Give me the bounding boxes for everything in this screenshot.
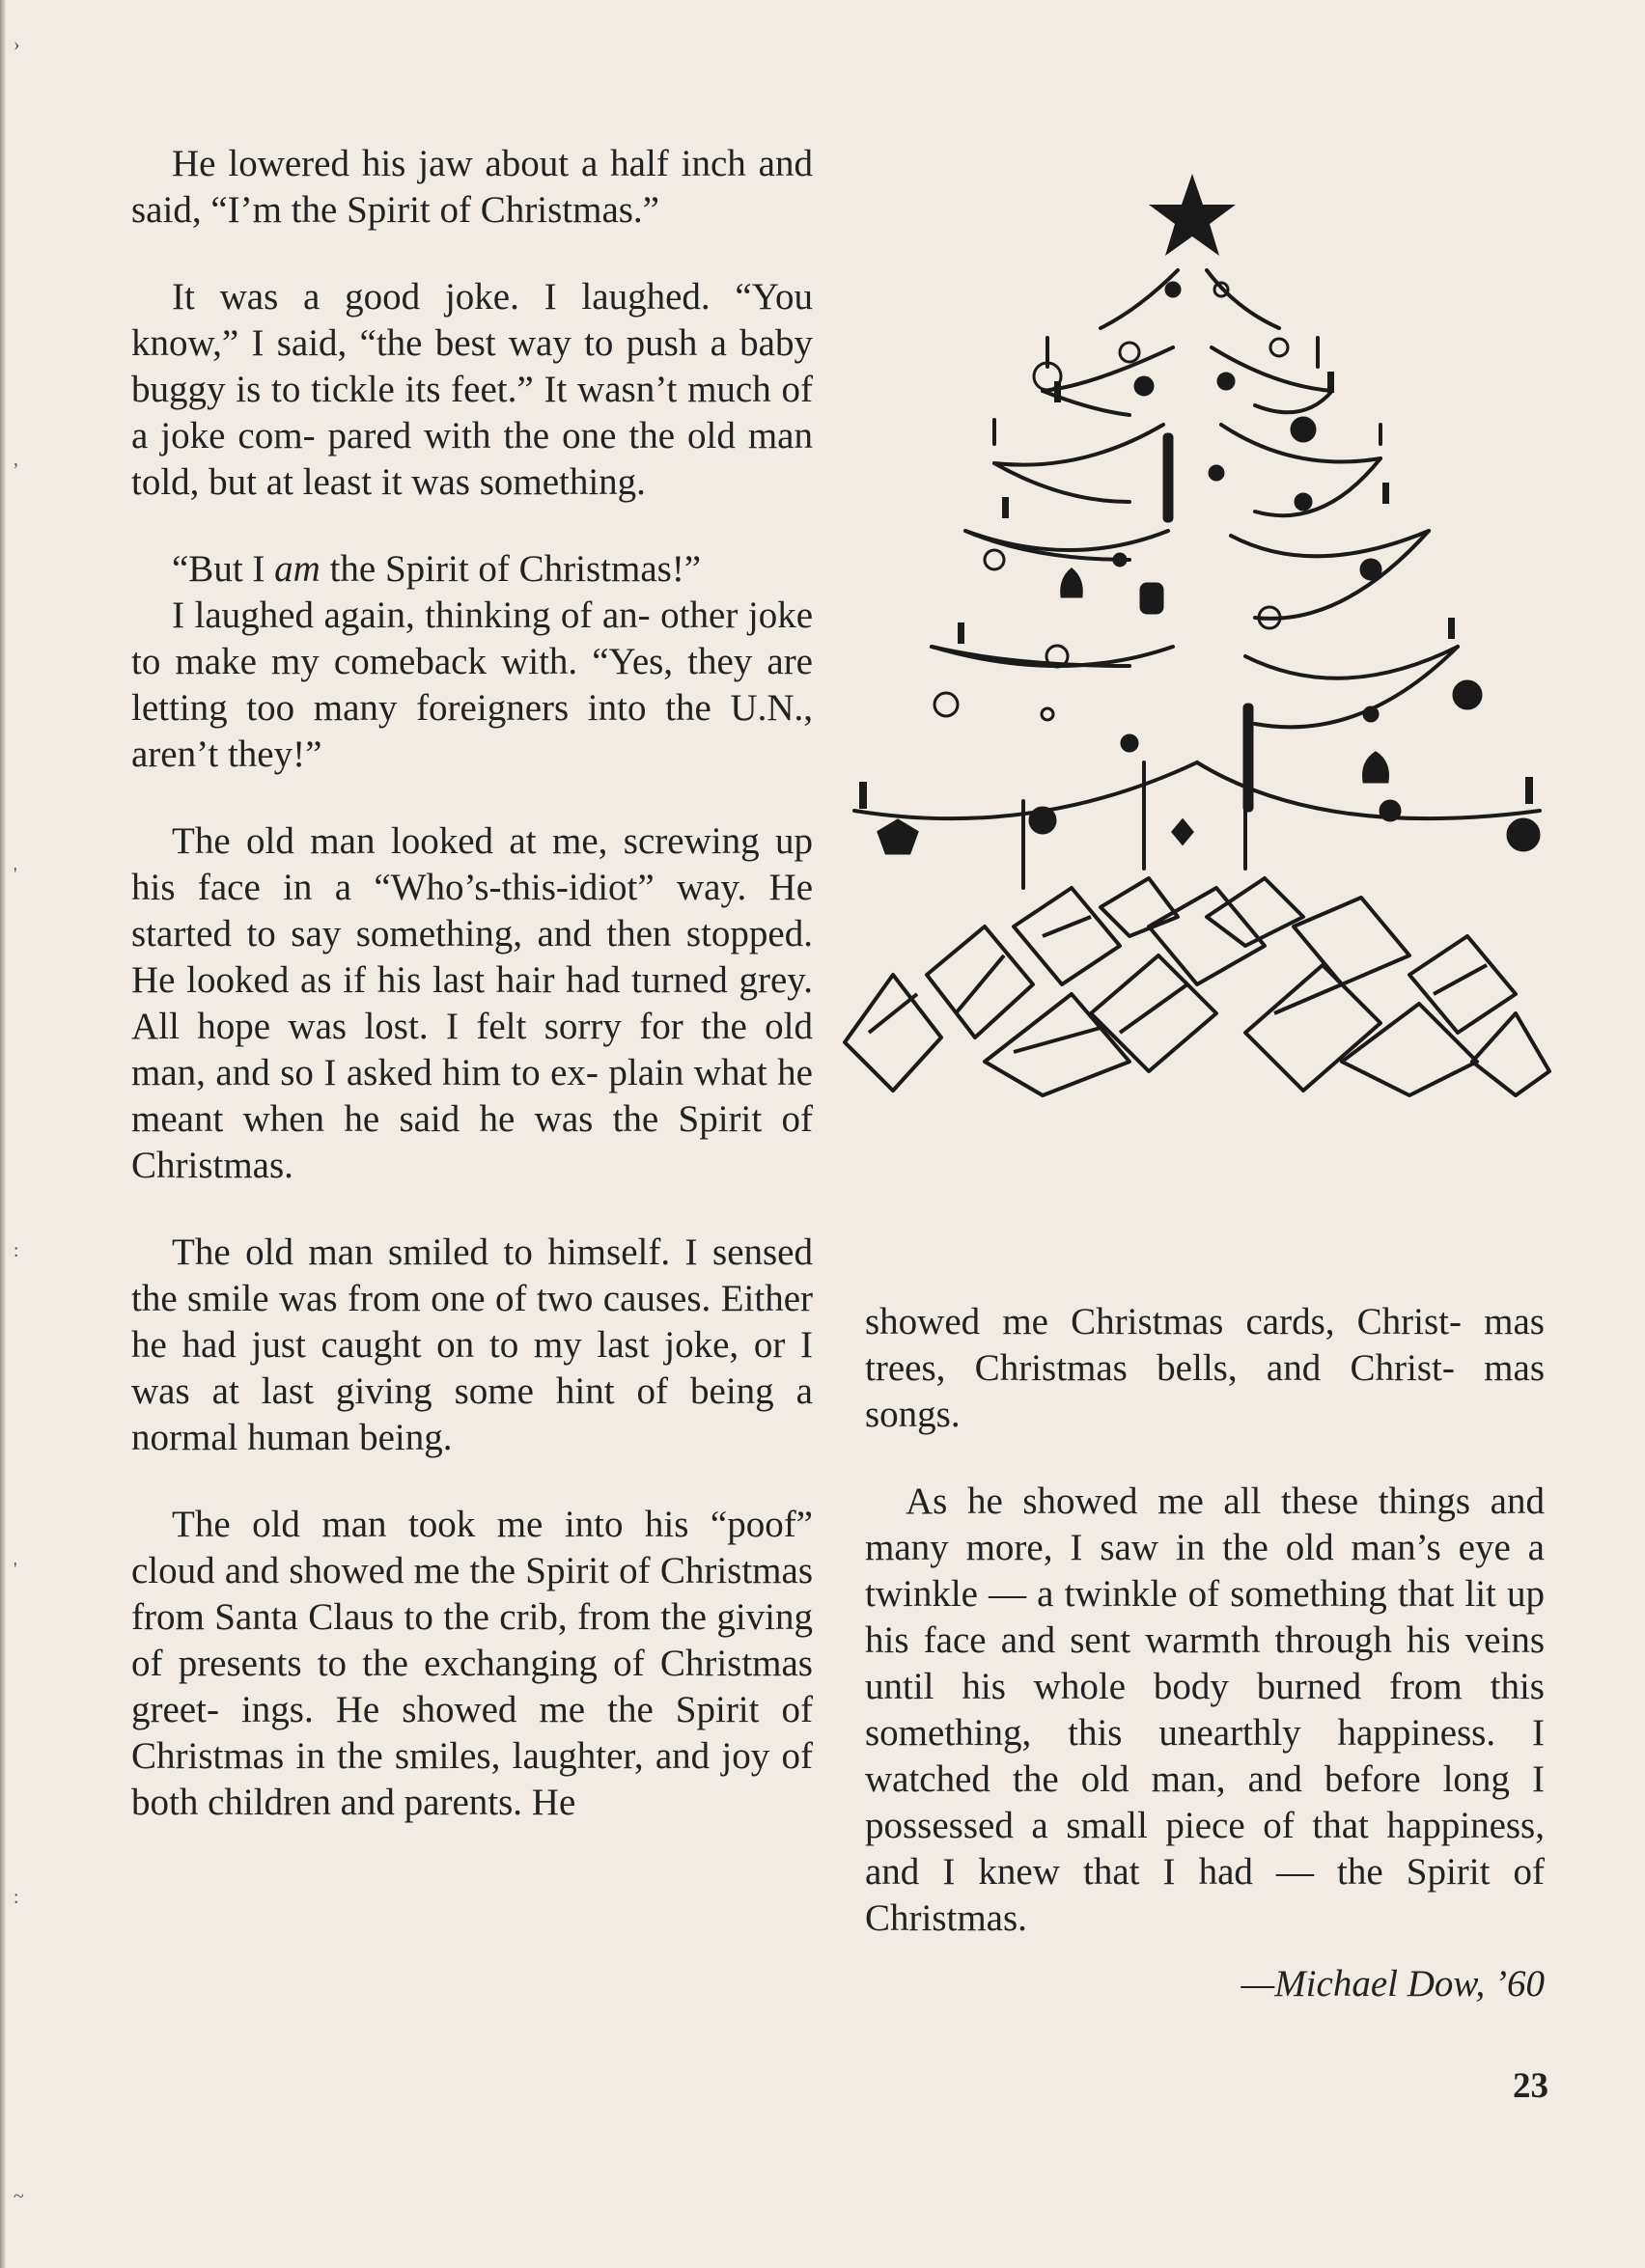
christmas-tree-illustration xyxy=(840,164,1554,1100)
left-column xyxy=(131,141,813,1867)
binding-mark: : xyxy=(14,1240,19,1261)
paragraph: I laughed again, thinking of an- other joke to make my comeback with. “Yes, they are letting too many foreigners into the U.N., aren’t they!” xyxy=(131,595,813,775)
paragraph: The old man took me into his “poof” cloud and showed me the Spirit of Christmas from Santa Claus to the crib, from the giving of presents to the exchanging of Christmas greet- ings. He showed me the Spirit of Christmas in the smiles, laughter, and joy of both children and parents. He xyxy=(131,1504,813,1823)
author-signature: —Michael Dow, ’60 xyxy=(1241,1963,1545,2005)
binding-mark: , xyxy=(14,449,18,470)
paragraph: It was a good joke. I laughed. “You know,” I said, “the best way to push a baby buggy is to tickle its feet.” It wasn’t much of a joke com- pared with the one the old man told, but at least it was something. xyxy=(131,276,813,503)
paragraph xyxy=(131,546,813,593)
paragraph: showed me Christmas cards, Christ- mas trees, Christmas bells, and Christ- mas songs. xyxy=(865,1301,1545,1435)
binding-mark: : xyxy=(14,1887,19,1908)
binding-edge xyxy=(0,0,6,2268)
emphasis-text: am xyxy=(274,548,321,590)
paragraph: As he showed me all these things and many more, I saw in the old man’s eye a twinkle — a twinkle of something that lit up his face and sent warmth through his veins until his whole body burned from this something, this unearthly happiness. I watched the old man, and before long I possessed a small piece of that happiness, and I knew that I had — the Spirit of Christmas. xyxy=(865,1480,1545,1939)
paragraph: The old man smiled to himself. I sensed the smile was from one of two causes. Either he had just caught on to my last joke, or I was at last giving some hint of being a normal human being. xyxy=(131,1231,813,1458)
page-number: 23 xyxy=(1513,2066,1548,2106)
paragraph: He lowered his jaw about a half inch and said, “I’m the Spirit of Christmas.” xyxy=(131,143,813,231)
binding-mark: ' xyxy=(14,1559,17,1580)
binding-mark: › xyxy=(14,34,20,55)
binding-mark: ~ xyxy=(14,2186,24,2207)
binding-mark: ' xyxy=(14,864,17,885)
right-column xyxy=(865,1299,1545,2007)
quote-text: the Spirit of Christmas!” xyxy=(320,548,702,590)
paragraph: The old man looked at me, screwing up his face in a “Who’s-this-idiot” way. He started to say something, and then stopped. He looked as if his last hair had turned grey. All hope was lost. I felt sorry for the old man, and so I asked him to ex- plain what he meant when he said he was the Spirit of Christmas. xyxy=(131,820,813,1186)
quote-text: “But I xyxy=(172,548,275,590)
